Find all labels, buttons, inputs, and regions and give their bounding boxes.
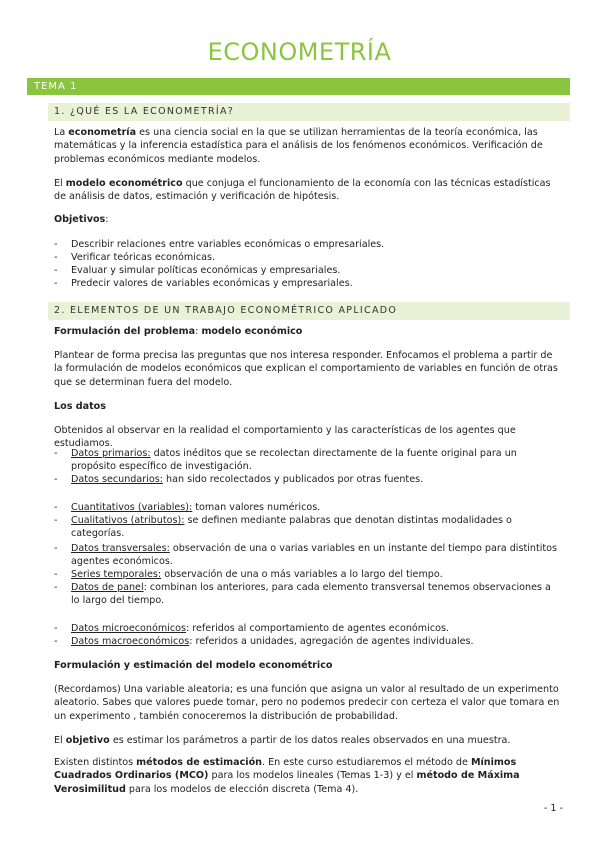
tema-header: TEMA 1: [27, 78, 570, 95]
estimation-label: Formulación y estimación del modelo econométrico: [54, 660, 333, 671]
section-2-heading: 2. ELEMENTOS DE UN TRABAJO ECONOMÉTRICO APLICADO: [48, 302, 570, 320]
objective-item: - Describir relaciones entre variables económicas o empresariales.: [54, 239, 385, 250]
model-paragraph: El modelo econométrico que conjuga el funcionamiento de la economía con las técnicas estadísticas de análisis de datos, estimación y verificación de hipótesis.: [54, 178, 551, 203]
objective-item: - Evaluar y simular políticas económicas y empresariales.: [54, 265, 341, 276]
data-type-item: - Series temporales: observación de una o más variables a lo largo del tiempo.: [54, 569, 443, 580]
formulation-paragraph: Plantear de forma precisa las preguntas que nos interesa responder. Enfocamos el problema a partir de la formulación de modelos económicos que explican el comportamiento de variables en función de otras que se determinan fuera del modelo.: [54, 350, 558, 388]
formulation-label: Formulación del problema: modelo económico: [54, 326, 303, 337]
methods-paragraph: Existen distintos métodos de estimación. En este curso estudiaremos el método de Mínimos Cuadrados Ordinarios (MCO) para los modelos lineales (Temas 1-3) y el método de Máxima Verosimilitud para los modelos de elección discreta (Tema 4).: [54, 757, 520, 795]
data-label: Los datos: [54, 401, 106, 412]
data-type-item: - Cualitativos (atributos): se definen mediante palabras que denotan distintas modalidades o categorías.: [54, 515, 512, 539]
section-1-heading: 1. ¿QUÉ ES LA ECONOMETRÍA?: [48, 103, 570, 121]
document-title: ECONOMETRÍA: [207, 38, 392, 66]
random-variable-paragraph: (Recordamos) Una variable aleatoria; es una función que asigna un valor al resultado de un experimento aleatorio. Sabes que valores puede tomar, pero no podemos predecir con certeza el valor que tomara en un experimento , también conoceremos la distribución de probabilidad.: [54, 684, 560, 722]
definition-paragraph: La econometría es una ciencia social en la que se utilizan herramientas de la teoría económica, las matemáticas y la inferencia estadística para el análisis de los fenómenos económicos. Verificación de problemas económicos mediante modelos.: [54, 127, 543, 165]
objective-item: - Verificar teóricas económicas.: [54, 252, 216, 263]
data-type-item: - Datos primarios: datos inéditos que se recolectan directamente de la fuente original para un propósito específico de investigación.: [54, 448, 517, 472]
objective-paragraph: El objetivo es estimar los parámetros a partir de los datos reales observados en una muestra.: [54, 735, 511, 746]
data-type-item: - Datos transversales: observación de una o varias variables en un instante del tiempo para distintitos agentes económicos.: [54, 543, 558, 567]
data-type-item: - Datos macroeconómicos: referidos a unidades, agregación de agentes individuales.: [54, 636, 474, 647]
data-type-item: - Datos microeconómicos: referidos al comportamiento de agentes económicos.: [54, 623, 450, 634]
page-number: - 1 -: [543, 803, 563, 814]
data-paragraph: Obtenidos al observar en la realidad el comportamiento y las características de los agentes que estudiamos.: [54, 425, 516, 450]
data-type-item: - Datos secundarios: han sido recolectados y publicados por otras fuentes.: [54, 474, 424, 485]
objective-item: - Predecir valores de variables económicas y empresariales.: [54, 278, 353, 289]
objectives-label: Objetivos:: [54, 214, 109, 225]
data-type-item: - Cuantitativos (variables): toman valores numéricos.: [54, 502, 321, 513]
data-type-item: - Datos de panel: combinan los anteriores, para cada elemento transversal tenemos observaciones a lo largo del tiempo.: [54, 582, 551, 606]
